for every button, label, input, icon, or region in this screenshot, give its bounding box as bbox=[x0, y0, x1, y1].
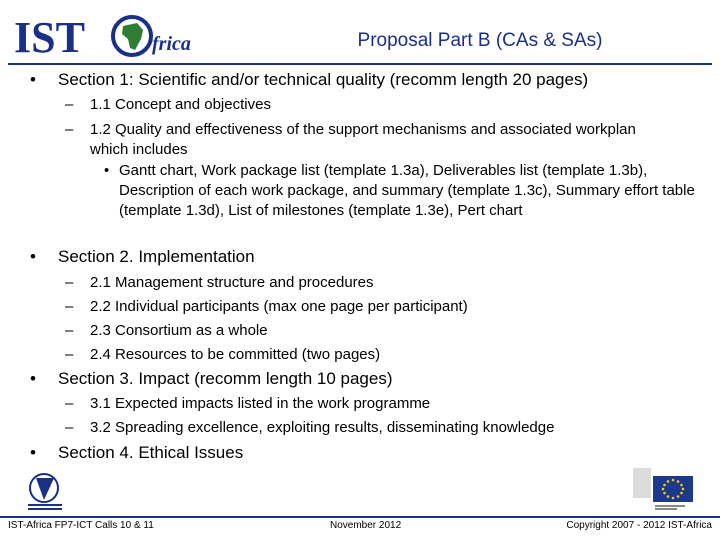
dash-icon: – bbox=[65, 395, 74, 412]
dash-icon: – bbox=[65, 322, 74, 339]
dash-icon: – bbox=[65, 346, 74, 363]
bullet-icon: • bbox=[30, 70, 36, 89]
svg-text:frica: frica bbox=[152, 33, 191, 55]
dash-icon: – bbox=[65, 96, 74, 113]
footer-right: Copyright 2007 - 2012 IST-Africa bbox=[566, 520, 712, 531]
section-2-heading: Section 2. Implementation bbox=[58, 247, 255, 266]
header-divider bbox=[8, 63, 712, 65]
page-title: Proposal Part B (CAs & SAs) bbox=[357, 30, 603, 51]
footer-left: IST-Africa FP7-ICT Calls 10 & 11 bbox=[8, 520, 154, 531]
dash-icon: – bbox=[65, 298, 74, 315]
section-3-heading: Section 3. Impact (recomm length 10 pages) bbox=[58, 369, 393, 388]
bullet-icon: • bbox=[30, 247, 36, 266]
fp7-logo bbox=[14, 470, 78, 514]
footer-divider bbox=[0, 516, 720, 518]
bullet-icon: • bbox=[30, 443, 36, 462]
dash-icon: – bbox=[65, 274, 74, 291]
dash-icon: – bbox=[65, 419, 74, 436]
bullet-icon: • bbox=[104, 162, 110, 179]
european-commission-logo bbox=[625, 466, 700, 512]
ist-africa-logo bbox=[14, 12, 194, 60]
section-4-heading: Section 4. Ethical Issues bbox=[58, 443, 244, 462]
section-1-heading: Section 1: Scientific and/or technical quality (recomm length 20 pages) bbox=[58, 70, 589, 89]
dash-icon: – bbox=[65, 121, 74, 138]
svg-text:IST: IST bbox=[14, 13, 85, 60]
footer-center: November 2012 bbox=[330, 520, 402, 531]
bullet-icon: • bbox=[30, 369, 36, 388]
slide-header bbox=[0, 0, 720, 64]
